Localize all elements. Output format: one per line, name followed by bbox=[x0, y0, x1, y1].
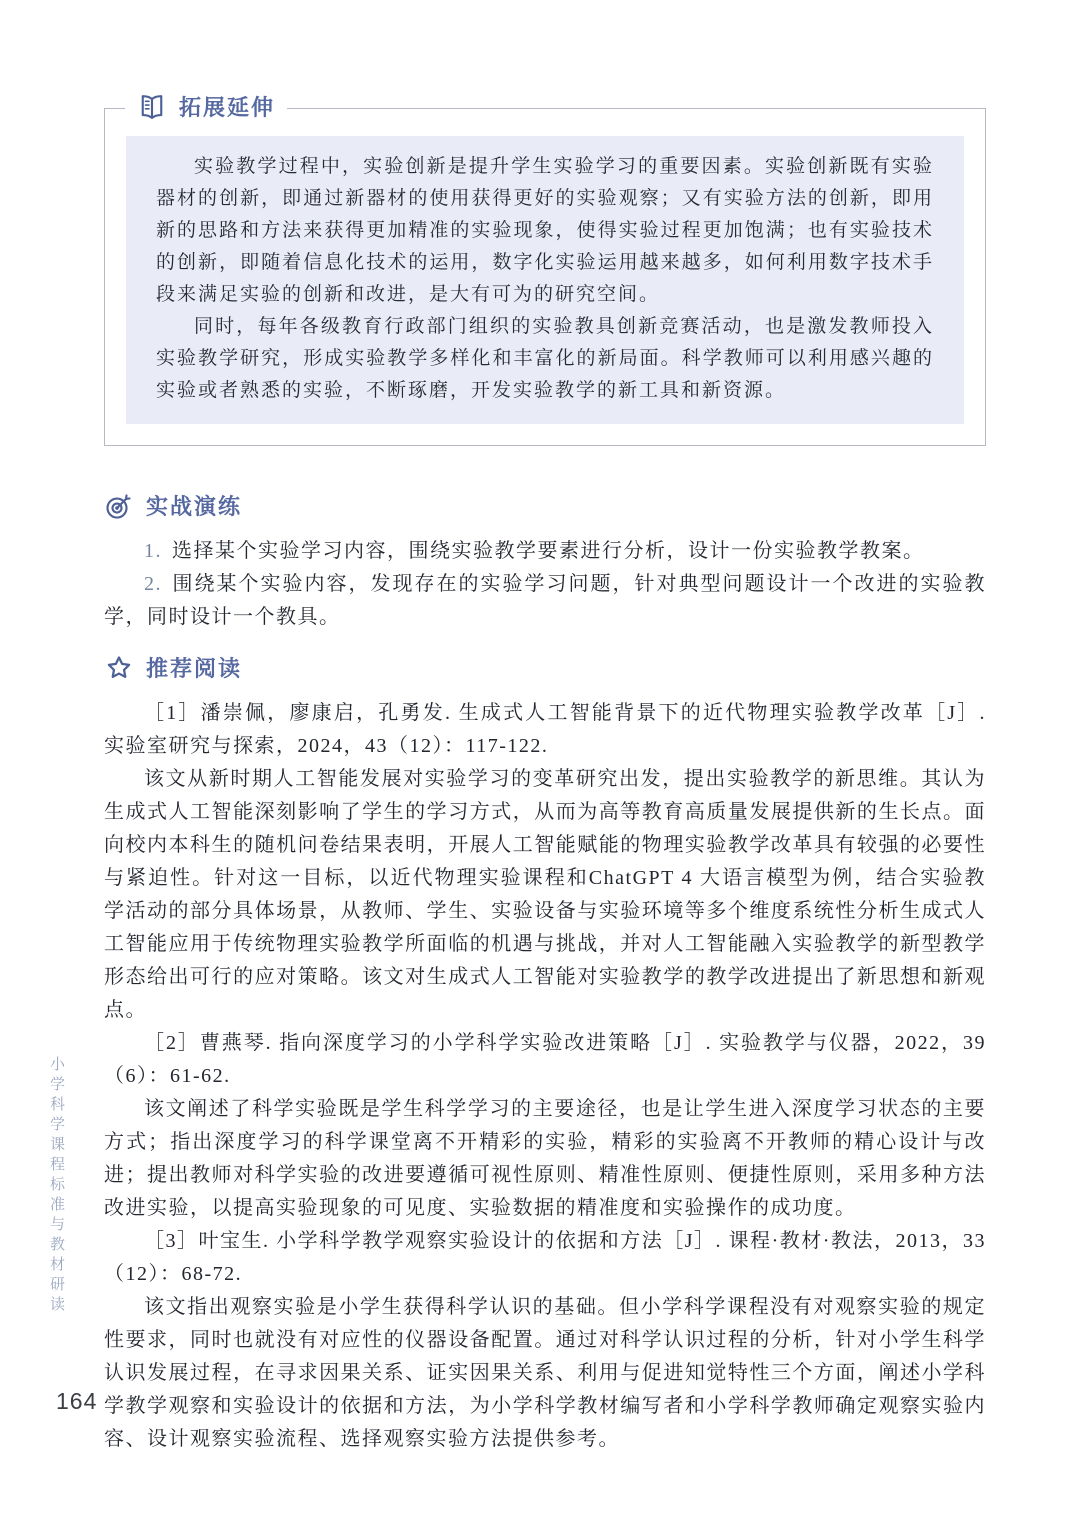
practice-item-text: 选择某个实验学习内容，围绕实验教学要素进行分析，设计一份实验教学教案。 bbox=[172, 540, 925, 562]
extension-section-title bbox=[125, 91, 287, 122]
practice-item-number: 1. bbox=[144, 540, 162, 562]
book-title-vertical-caption: 小学科学课程标准与教材研读 bbox=[48, 1056, 65, 1316]
reading-section-title bbox=[104, 652, 986, 683]
reading-title-label: 推荐阅读 bbox=[146, 656, 243, 681]
practice-item-text: 围绕某个实验内容，发现存在的实验学习问题，针对典型问题设计一个改进的实验教学，同时设计一个教具。 bbox=[104, 573, 986, 628]
reading-citation: ［2］曹燕琴. 指向深度学习的小学科学实验改进策略［J］. 实验教学与仪器，2022，39（6）：61-62. bbox=[104, 1032, 986, 1087]
target-arrow-icon bbox=[104, 491, 134, 521]
reading-section bbox=[104, 652, 986, 1456]
page-number: 164 bbox=[56, 1388, 98, 1414]
star-icon bbox=[104, 653, 134, 683]
extension-box bbox=[104, 95, 986, 446]
extension-content-box bbox=[126, 136, 964, 424]
extension-paragraph: 同时，每年各级教育行政部门组织的实验教具创新竞赛活动，也是激发教师投入实验教学研究，形成实验教学多样化和丰富化的新局面。科学教师可以利用感兴趣的实验或者熟悉的实验，不断琢磨，开发实验教学的新工具和新资源。 bbox=[156, 316, 934, 401]
open-book-icon bbox=[137, 92, 167, 122]
reading-entries bbox=[104, 697, 986, 1456]
reading-description: 该文指出观察实验是小学生获得科学认识的基础。但小学科学课程没有对观察实验的规定性要求，同时也就没有对应性的仪器设备配置。通过对科学认识过程的分析，针对小学生科学认识发展过程，在寻求因果关系、证实因果关系、利用与促进知觉特性三个方面，阐述小学科学教学观察和实验设计的依据和方法，为小学科学教材编写者和小学科学教师确定观察实验内容、设计观察实验流程、选择观察实验方法提供参考。 bbox=[104, 1296, 986, 1450]
extension-section bbox=[104, 95, 986, 446]
reading-description: 该文阐述了科学实验既是学生科学学习的主要途径，也是让学生进入深度学习状态的主要方式；指出深度学习的科学课堂离不开精彩的实验，精彩的实验离不开教师的精心设计与改进；提出教师对科学实验的改进要遵循可视性原则、精准性原则、便捷性原则，采用多种方法改进实验，以提高实验现象的可见度、实验数据的精准度和实验操作的成功度。 bbox=[104, 1098, 986, 1219]
reading-description: 该文从新时期人工智能发展对实验学习的变革研究出发，提出实验教学的新思维。其认为生成式人工智能深刻影响了学生的学习方式，从而为高等教育高质量发展提供新的生长点。面向校内本科生的随机问卷结果表明，开展人工智能赋能的物理实验教学改革具有较强的必要性与紧迫性。针对这一目标，以近代物理实验课程和ChatGPT 4 大语言模型为例，结合实验教学活动的部分具体场景，从教师、学生、实验设备与实验环境等多个维度系统性分析生成式人工智能应用于传统物理实验教学所面临的机遇与挑战，并对人工智能融入实验教学的新型教学形态给出可行的应对策略。该文对生成式人工智能对实验教学的教学改进提出了新思想和新观点。 bbox=[104, 768, 986, 1021]
practice-item-number: 2. bbox=[144, 573, 162, 595]
practice-item bbox=[104, 535, 986, 568]
extension-title-label: 拓展延伸 bbox=[179, 95, 276, 120]
practice-title-label: 实战演练 bbox=[146, 494, 243, 519]
practice-items bbox=[104, 535, 986, 634]
reading-citation: ［3］叶宝生. 小学科学教学观察实验设计的依据和方法［J］. 课程·教材·教法，2013，33（12）：68-72. bbox=[104, 1230, 986, 1285]
extension-paragraph: 实验教学过程中，实验创新是提升学生实验学习的重要因素。实验创新既有实验器材的创新，即通过新器材的使用获得更好的实验观察；又有实验方法的创新，即用新的思路和方法来获得更加精准的实验现象，使得实验过程更加饱满；也有实验技术的创新，即随着信息化技术的运用，数字化实验运用越来越多，如何利用数字技术手段来满足实验的创新和改进，是大有可为的研究空间。 bbox=[156, 156, 934, 305]
practice-item bbox=[104, 568, 986, 634]
practice-section-title bbox=[104, 490, 986, 521]
reading-citation: ［1］潘崇佩，廖康启，孔勇发. 生成式人工智能背景下的近代物理实验教学改革［J］. 实验室研究与探索，2024，43（12）：117-122. bbox=[104, 702, 986, 757]
practice-section bbox=[104, 490, 986, 634]
